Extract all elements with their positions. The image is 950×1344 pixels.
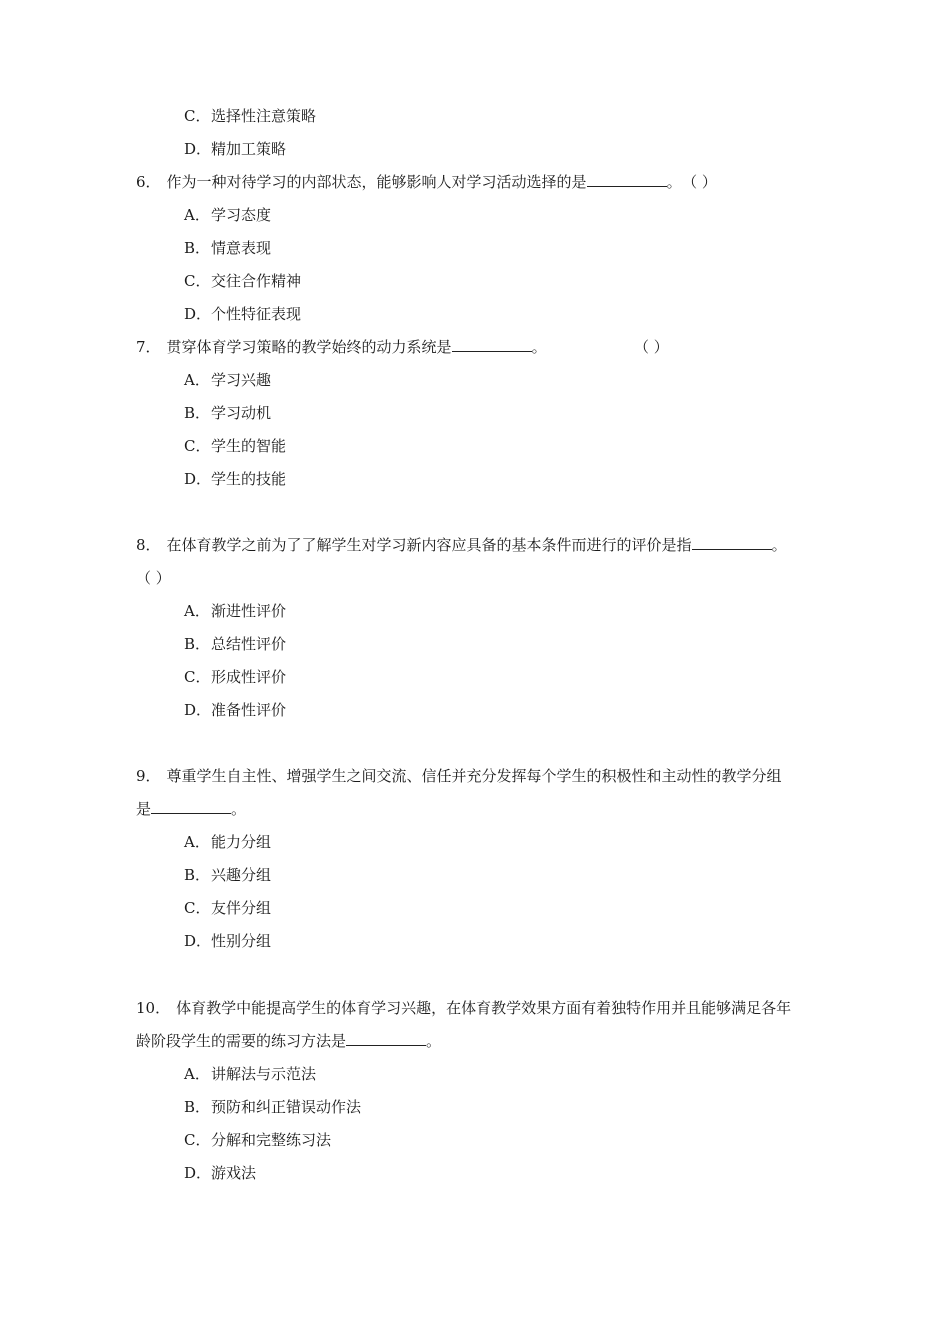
option-text: 情意表现 [211, 239, 272, 257]
option-text: 学习动机 [211, 404, 272, 422]
option-a [184, 1064, 316, 1084]
option-b [184, 403, 271, 423]
option-d [184, 139, 286, 159]
question-stem: 是 [136, 800, 152, 818]
option-text: 学生的技能 [211, 470, 287, 488]
option-text: 友伴分组 [211, 899, 272, 917]
question-6 [136, 172, 717, 192]
option-c [184, 436, 286, 456]
option-d [184, 931, 271, 951]
option-letter: B． [184, 866, 211, 884]
option-text: 预防和纠正错误动作法 [211, 1098, 362, 1116]
question-stem: 体育教学中能提高学生的体育学习兴趣，在体育教学效果方面有着独特作用并且能够满足各年 [176, 999, 792, 1017]
option-b [184, 634, 286, 654]
option-text: 形成性评价 [211, 668, 287, 686]
answer-paren: （ ） [689, 173, 717, 191]
option-d [184, 700, 286, 720]
answer-paren: （ ） [634, 338, 669, 356]
question-7 [136, 337, 547, 357]
option-letter: D． [184, 470, 212, 488]
question-stem: 在体育教学之前为了了解学生对学习新内容应具备的基本条件而进行的评价是指 [166, 536, 692, 554]
option-a [184, 370, 271, 390]
question-stem: 贯穿体育学习策略的教学始终的动力系统是 [166, 338, 452, 356]
option-text: 个性特征表现 [211, 305, 302, 323]
option-letter: C． [184, 668, 211, 686]
question-number: 7． [136, 338, 161, 356]
question-stem: 作为一种对待学习的内部状态，能够影响人对学习活动选择的是 [166, 173, 587, 191]
option-text: 总结性评价 [211, 635, 287, 653]
question-stem: 龄阶段学生的需要的练习方法是 [136, 1032, 347, 1050]
question-9-line2 [136, 799, 246, 819]
option-d [184, 469, 286, 489]
option-text: 渐进性评价 [211, 602, 287, 620]
question-end: 。 [666, 173, 682, 191]
option-text: 选择性注意策略 [211, 107, 317, 125]
option-letter: A． [184, 206, 210, 224]
question-end: 。 [771, 536, 787, 554]
option-text: 学习态度 [211, 206, 272, 224]
option-c [184, 667, 286, 687]
option-letter: C． [184, 899, 211, 917]
question-end: 。 [531, 338, 547, 356]
option-letter: A． [184, 833, 210, 851]
option-letter: D． [184, 1164, 212, 1182]
question-10 [136, 998, 791, 1018]
question-8 [136, 535, 787, 555]
option-letter: B． [184, 239, 211, 257]
option-letter: B． [184, 635, 211, 653]
option-c [184, 271, 301, 291]
question-number: 6． [136, 173, 161, 191]
option-a [184, 205, 271, 225]
question-number: 9． [136, 767, 161, 785]
option-letter: A． [184, 602, 210, 620]
answer-paren: （ ） [136, 569, 171, 587]
option-text: 性别分组 [211, 932, 272, 950]
option-letter: D． [184, 701, 212, 719]
option-letter: A． [184, 371, 210, 389]
option-text: 精加工策略 [211, 140, 287, 158]
option-b [184, 865, 271, 885]
option-letter: D． [184, 305, 212, 323]
question-10-line2 [136, 1031, 441, 1051]
option-letter: B． [184, 1098, 211, 1116]
option-c [184, 1130, 331, 1150]
answer-blank [452, 337, 532, 352]
question-9 [136, 766, 782, 786]
option-letter: C． [184, 437, 211, 455]
option-text: 学习兴趣 [211, 371, 272, 389]
option-text: 讲解法与示范法 [211, 1065, 317, 1083]
question-end: 。 [231, 800, 247, 818]
option-text: 分解和完整练习法 [211, 1131, 332, 1149]
question-number: 10． [136, 999, 171, 1017]
option-d [184, 1163, 256, 1183]
option-letter: D． [184, 140, 212, 158]
option-text: 交往合作精神 [211, 272, 302, 290]
option-c [184, 106, 316, 126]
option-text: 能力分组 [211, 833, 272, 851]
option-text: 兴趣分组 [211, 866, 272, 884]
option-letter: C． [184, 1131, 211, 1149]
answer-blank [151, 799, 231, 814]
option-b [184, 1097, 361, 1117]
option-letter: B． [184, 404, 211, 422]
option-a [184, 601, 286, 621]
option-text: 准备性评价 [211, 701, 287, 719]
option-letter: C． [184, 107, 211, 125]
question-stem: 尊重学生自主性、增强学生之间交流、信任并充分发挥每个学生的积极性和主动性的教学分组 [166, 767, 782, 785]
question-number: 8． [136, 536, 161, 554]
option-d [184, 304, 301, 324]
option-letter: C． [184, 272, 211, 290]
option-b [184, 238, 271, 258]
option-c [184, 898, 271, 918]
question-end: 。 [426, 1032, 442, 1050]
option-text: 游戏法 [211, 1164, 257, 1182]
answer-blank [692, 535, 772, 550]
option-text: 学生的智能 [211, 437, 287, 455]
option-letter: D． [184, 932, 212, 950]
option-a [184, 832, 271, 852]
answer-blank [346, 1031, 426, 1046]
answer-blank [587, 172, 667, 187]
option-letter: A． [184, 1065, 210, 1083]
